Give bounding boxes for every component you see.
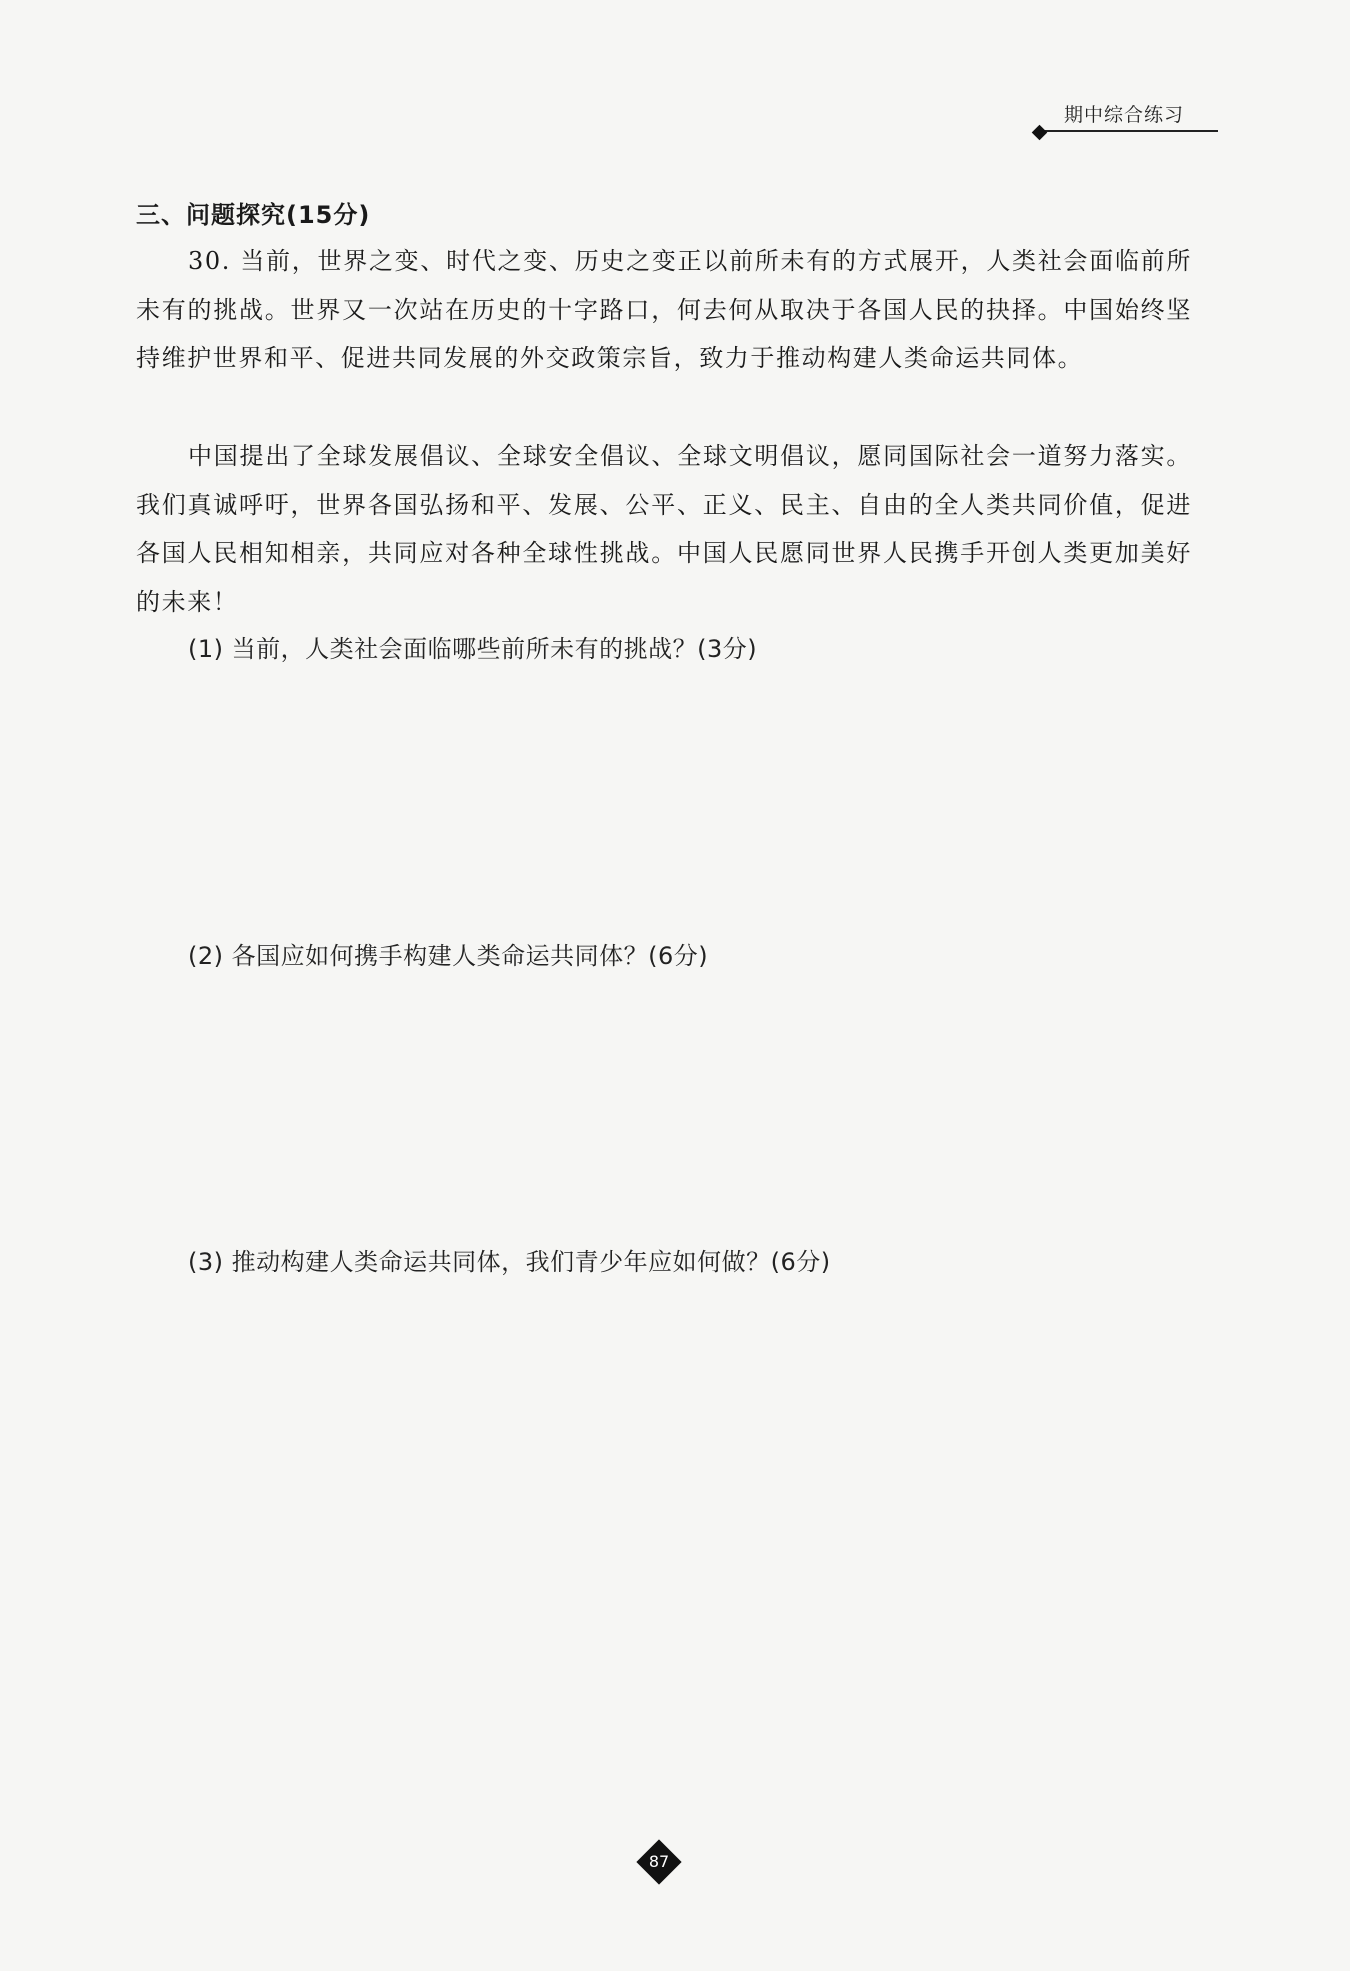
page-number: 87 bbox=[648, 1852, 670, 1871]
question-2: (2) 各国应如何携手构建人类命运共同体？(6分) bbox=[188, 942, 709, 970]
passage-paragraph-2: 中国提出了全球发展倡议、全球安全倡议、全球文明倡议，愿同国际社会一道努力落实。我们真诚呼吁，世界各国弘扬和平、发展、公平、正义、民主、自由的全人类共同价值，促进各国人民相知相亲，共同应对各种全球性挑战。中国人民愿同世界人民携手开创人类更加美好的未来！ bbox=[136, 442, 1192, 616]
running-title: 期中综合练习 bbox=[1064, 104, 1185, 126]
page-number-badge bbox=[639, 1842, 679, 1882]
passage-paragraph-1: 30. 当前，世界之变、时代之变、历史之变正以前所未有的方式展开，人类社会面临前所未有的挑战。世界又一次站在历史的十字路口，何去何从取决于各国人民的抉择。中国始终坚持维护世界和平、促进共同发展的外交政策宗旨，致力于推动构建人类命运共同体。 bbox=[136, 247, 1192, 372]
running-header bbox=[1030, 98, 1190, 132]
header-rule bbox=[1044, 130, 1218, 132]
diamond-bullet-icon bbox=[1032, 125, 1048, 141]
question-3: (3) 推动构建人类命运共同体，我们青少年应如何做？(6分) bbox=[188, 1248, 831, 1276]
section-title: 三、问题探究(15分) bbox=[136, 201, 371, 229]
question-1: (1) 当前，人类社会面临哪些前所未有的挑战？(3分) bbox=[188, 635, 758, 663]
